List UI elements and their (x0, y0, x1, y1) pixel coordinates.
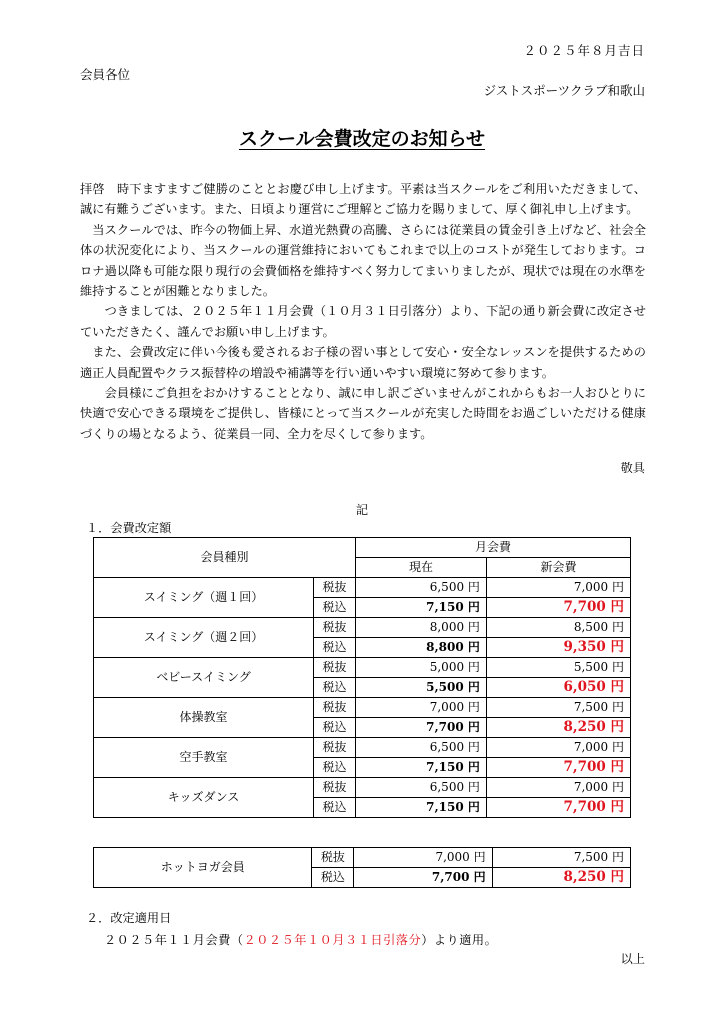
current-fee-incl: 7,150 円 (356, 758, 487, 778)
current-fee-incl: 7,150 円 (356, 798, 487, 818)
section2-heading: ２．改定適用日 (86, 911, 172, 925)
tax-excluded-label: 税抜 (314, 578, 356, 598)
member-type: スイミング（週１回） (94, 578, 314, 618)
col-header-new: 新会費 (486, 558, 630, 578)
current-fee-incl: 7,700 円 (354, 868, 492, 888)
new-fee-excl: 8,500 円 (486, 618, 630, 638)
member-type: ベビースイミング (94, 658, 314, 698)
yoga-fee-table (93, 847, 631, 888)
new-fee-incl: 7,700 円 (486, 598, 630, 618)
table-row (94, 658, 631, 678)
new-fee-excl: 7,000 円 (486, 778, 630, 798)
member-type: ホットヨガ会員 (94, 848, 312, 888)
current-fee-incl: 8,800 円 (356, 638, 487, 658)
tax-included-label: 税込 (314, 598, 356, 618)
addressee: 会員各位 (80, 67, 131, 82)
table-row (94, 848, 631, 868)
table-row (94, 698, 631, 718)
member-type: 空手教室 (94, 738, 314, 778)
closing-ijo: 以上 (620, 952, 645, 966)
member-type: 体操教室 (94, 698, 314, 738)
apply-date-text (104, 931, 497, 948)
tax-excluded-label: 税抜 (314, 618, 356, 638)
table-row (94, 578, 631, 598)
new-fee-incl: 9,350 円 (486, 638, 630, 658)
new-fee-excl: 7,000 円 (486, 578, 630, 598)
tax-included-label: 税込 (314, 798, 356, 818)
member-type: スイミング（週２回） (94, 618, 314, 658)
sender-name: ジストスポーツクラブ和歌山 (483, 83, 645, 98)
new-fee-incl: 6,050 円 (486, 678, 630, 698)
paragraph-apology: 会員様にご負担をおかけすることとなり、誠に申し訳ございませんがこれからもお一人おひとりに快適で安心できる環境をご提供し、皆様にとって当スクールが充実した時間をお過ごしいただける健康づくりの場となるよう、従業員一同、全力を尽くして参ります。 (80, 386, 646, 441)
table-row (94, 778, 631, 798)
issue-date: ２０２５年８月吉日 (523, 43, 645, 58)
tax-included-label: 税込 (314, 638, 356, 658)
current-fee-incl: 5,500 円 (356, 678, 487, 698)
tax-included-label: 税込 (312, 868, 354, 888)
table-row (94, 618, 631, 638)
tax-excluded-label: 税抜 (314, 658, 356, 678)
tax-included-label: 税込 (314, 758, 356, 778)
member-type: キッズダンス (94, 778, 314, 818)
table-row (94, 738, 631, 758)
paragraph-reason: 当スクールでは、昨今の物価上昇、水道光熱費の高騰、さらには従業員の賃金引き上げなど、社会全体の状況変化により、当スクールの運営維持においてもこれまで以上のコストが発生しております。コロナ過以降も可能な限り現行の会費価格を維持すべく努力してまいりましたが、現状では現在の水準を維持することが困難となりました。 (80, 222, 646, 299)
apply-text-highlight: ２０２５年１０月３１日引落分 (243, 933, 422, 947)
document-title-text: スクール会費改定のお知らせ (238, 128, 486, 150)
current-fee-incl: 7,700 円 (356, 718, 487, 738)
new-fee-incl: 8,250 円 (486, 718, 630, 738)
document-title (0, 124, 724, 151)
new-fee-excl: 5,500 円 (486, 658, 630, 678)
current-fee-excl: 6,500 円 (356, 778, 487, 798)
tax-included-label: 税込 (314, 678, 356, 698)
new-fee-incl: 8,250 円 (492, 868, 630, 888)
apply-text-before: ２０２５年１１月会費（ (104, 933, 244, 947)
new-fee-incl: 7,700 円 (486, 758, 630, 778)
new-fee-excl: 7,000 円 (486, 738, 630, 758)
current-fee-incl: 7,150 円 (356, 598, 487, 618)
current-fee-excl: 6,500 円 (356, 738, 487, 758)
new-fee-incl: 7,700 円 (486, 798, 630, 818)
paragraph-environment: また、会費改定に伴い今後も愛されるお子様の習い事として安心・安全なレッスンを提供するための適正人員配置やクラス振替枠の増設や補講等を行い通いやすい環境に努めて参ります。 (80, 345, 646, 380)
col-header-kind: 会員種別 (94, 538, 356, 578)
new-fee-excl: 7,500 円 (486, 698, 630, 718)
tax-included-label: 税込 (314, 718, 356, 738)
current-fee-excl: 7,000 円 (354, 848, 492, 868)
paragraph-greeting: 拝啓 時下ますますご健勝のこととお慶び申し上げます。平素は当スクールをご利用いただきまして、誠に有難うございます。また、日頃より運営にご理解とご協力を賜りまして、厚く御礼申し上げます。 (80, 182, 646, 217)
tax-excluded-label: 税抜 (314, 698, 356, 718)
tax-excluded-label: 税抜 (312, 848, 354, 868)
tax-excluded-label: 税抜 (314, 738, 356, 758)
closing-keigu: 敬具 (620, 461, 645, 475)
col-header-monthly: 月会費 (356, 538, 631, 558)
paragraph-revision: つきましては、２０２５年１１月会費（１０月３１日引落分）より、下記の通り新会費に改定させていただきたく、謹んでお願い申し上げます。 (80, 304, 646, 339)
apply-text-after: ）より適用。 (421, 933, 498, 947)
section1-heading: １．会費改定額 (86, 521, 172, 535)
letter-body (80, 179, 646, 444)
tax-excluded-label: 税抜 (314, 778, 356, 798)
col-header-current: 現在 (356, 558, 487, 578)
current-fee-excl: 7,000 円 (356, 698, 487, 718)
current-fee-excl: 6,500 円 (356, 578, 487, 598)
ki-marker: 記 (355, 503, 369, 517)
current-fee-excl: 8,000 円 (356, 618, 487, 638)
new-fee-excl: 7,500 円 (492, 848, 630, 868)
fee-table (93, 537, 631, 818)
current-fee-excl: 5,000 円 (356, 658, 487, 678)
